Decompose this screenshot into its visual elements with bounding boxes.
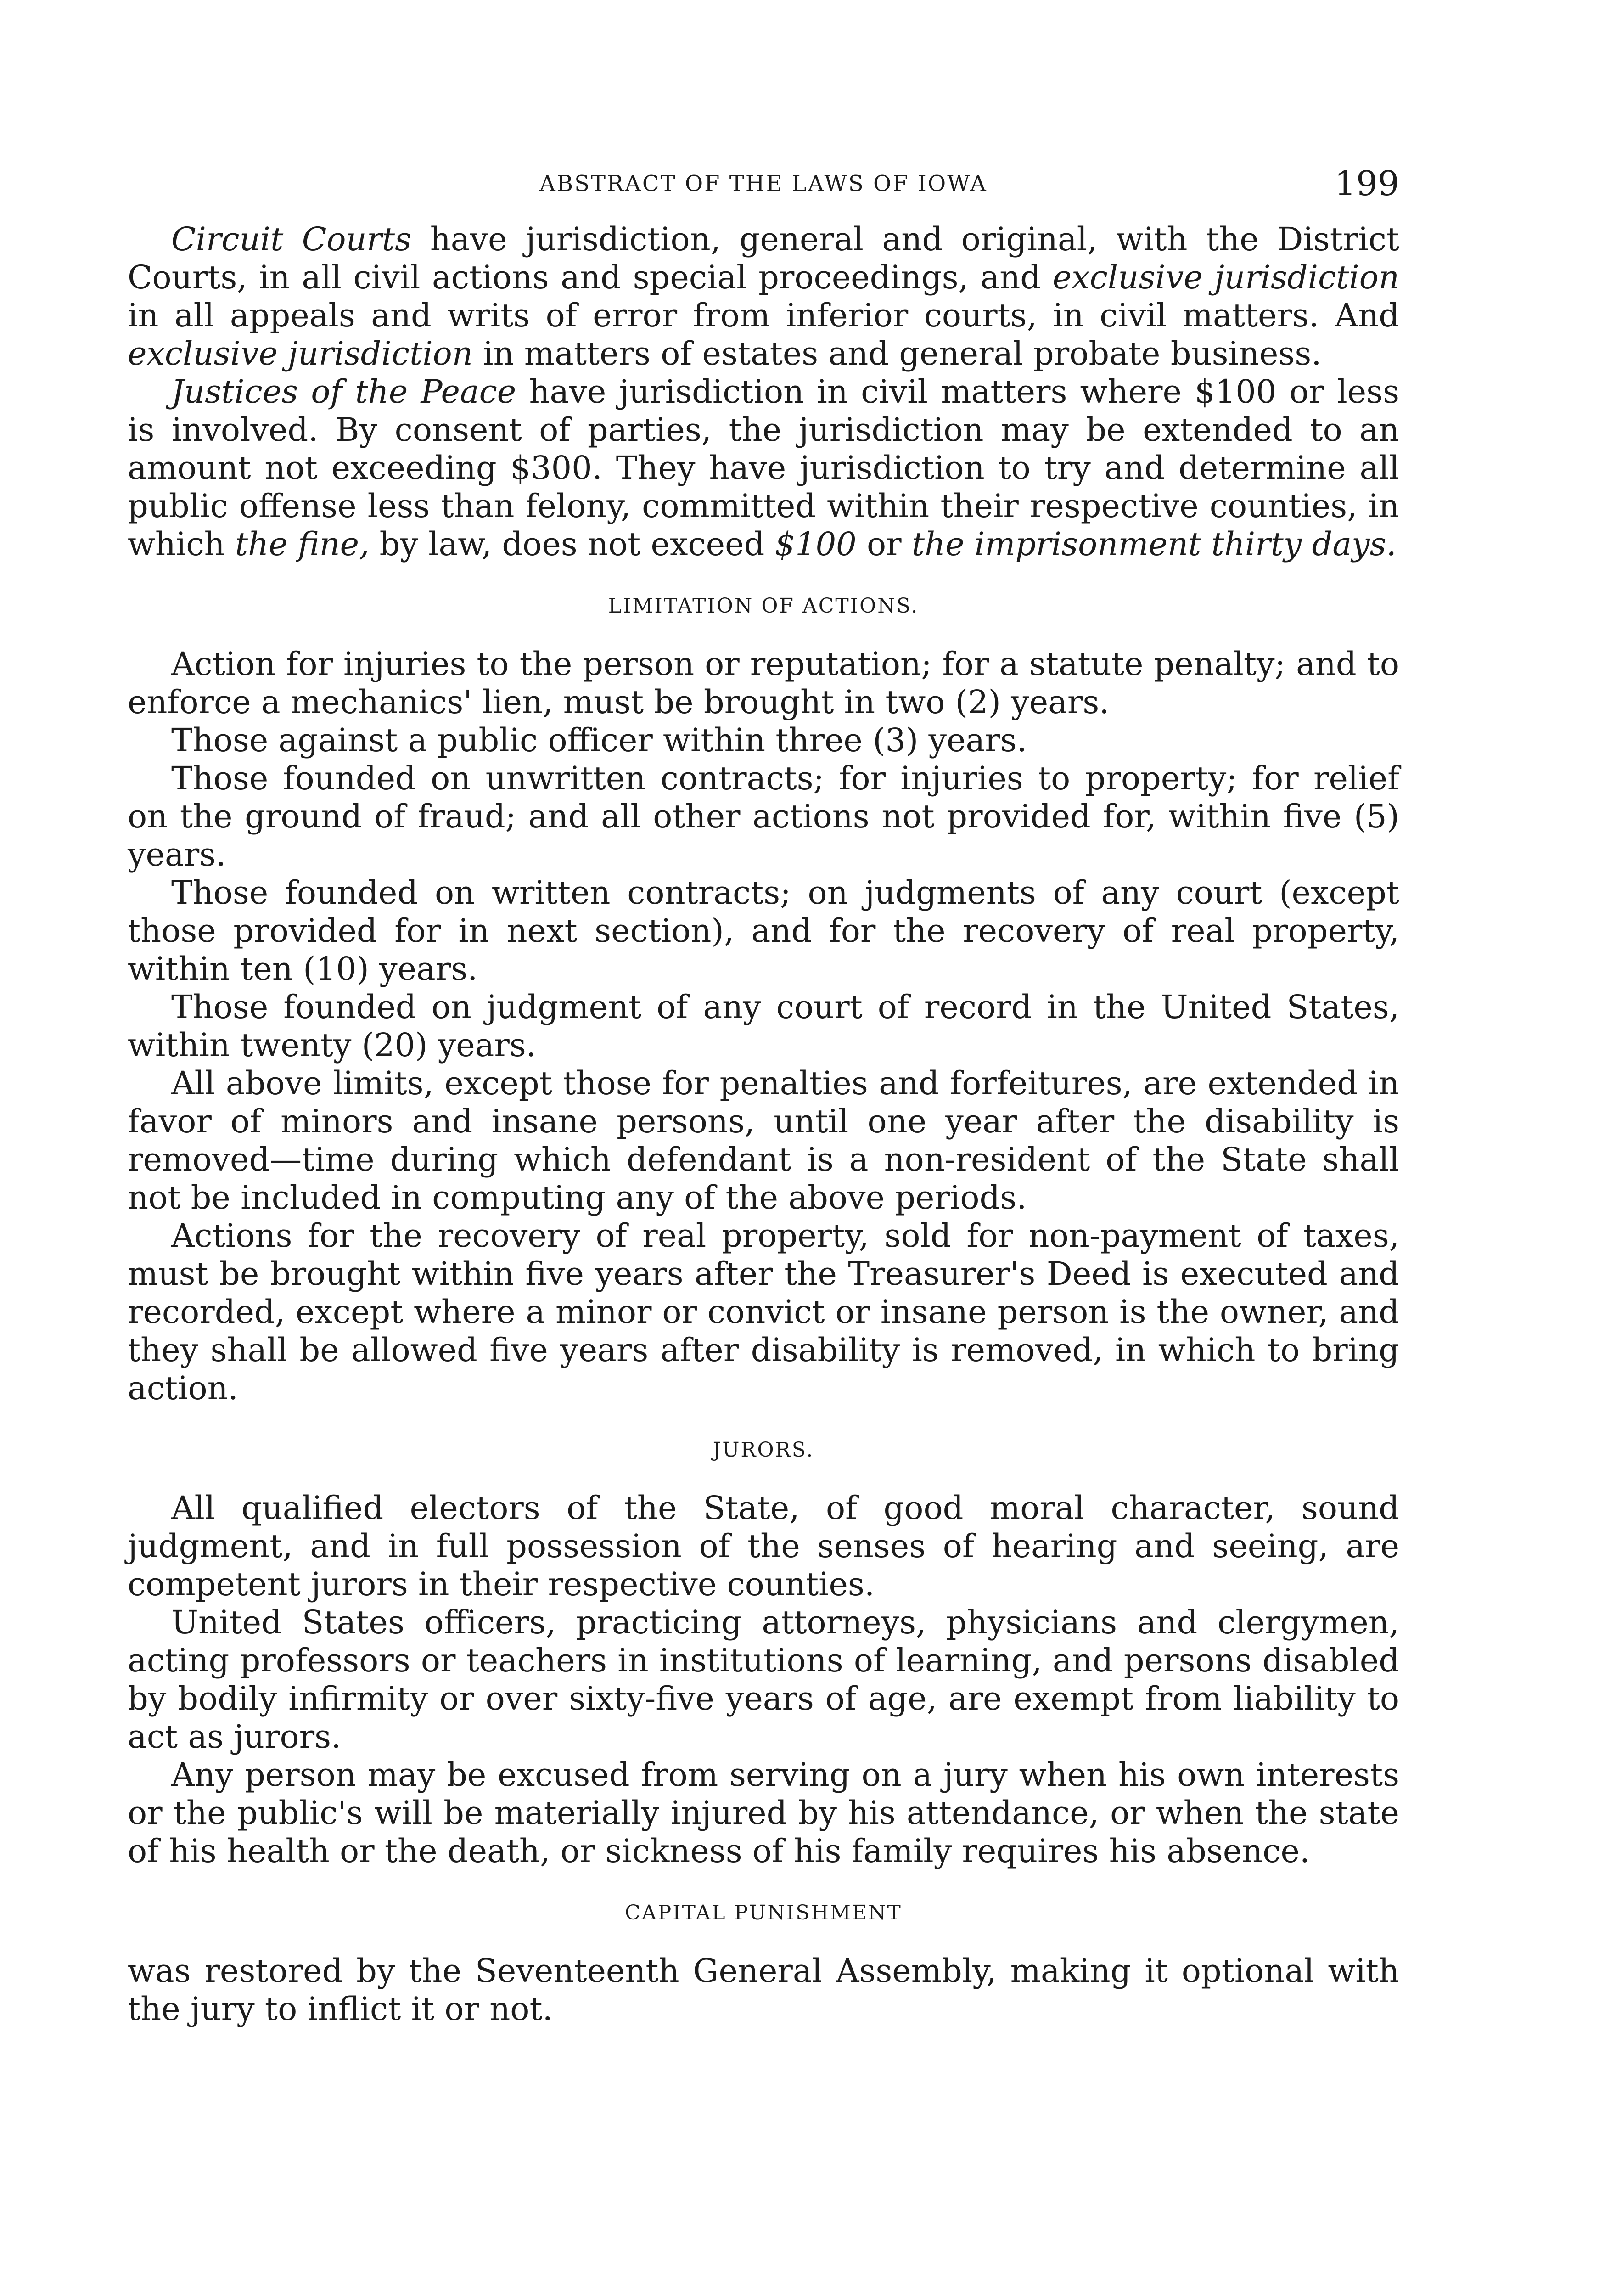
- page-number: 199: [1334, 164, 1399, 203]
- limitation-paragraph: All above limits, except those for penalties and forfeitures, are extended in favor of minors and insane persons, until one year after the disability is removed—time during which defendant is a non-resident of the State shall not be included in computing any of the above periods.: [128, 1064, 1399, 1216]
- jurors-section: [128, 1434, 1399, 1870]
- limitation-paragraph: Those founded on judgment of any court of record in the United States, within twenty (20) years.: [128, 988, 1399, 1064]
- jurors-paragraph: All qualified electors of the State, of good moral character, sound judgment, and in full possession of the senses of hearing and seeing, are competent jurors in their respective counties.: [128, 1489, 1399, 1603]
- limitation-section: [128, 590, 1399, 1407]
- limitation-paragraph: Those against a public officer within three (3) years.: [171, 721, 1027, 759]
- limitation-paragraph: Those founded on unwritten contracts; for injuries to property; for relief on the ground of fraud; and all other actions not provided for, within five (5) years.: [128, 760, 1399, 873]
- running-title: ABSTRACT OF THE LAWS OF IOWA: [539, 171, 988, 197]
- capital-punishment-heading: CAPITAL PUNISHMENT: [625, 1901, 902, 1925]
- jurors-paragraph: Any person may be excused from serving on a jury when his own interests or the public's will be materially injured by his attendance, or when the state of his health or the death, or sickness of his family requires his absence.: [128, 1756, 1399, 1870]
- term-fine-amount: $100: [774, 525, 857, 563]
- term-justices-of-the-peace: Justices of the Peace: [171, 373, 516, 411]
- circuit-courts-paragraph: Circuit Courts have jurisdiction, general and original, with the District Courts, in all civil actions and special proceedings, and exclusive jurisdiction in all appeals and writs of error from inferior courts, in civil matters. And exclusive jurisdiction in matters of estates and general probate business.: [128, 220, 1400, 372]
- limitation-paragraph: Actions for the recovery of real property, sold for non-payment of taxes, must be brought within five years after the Treasurer's Deed is executed and recorded, except where a minor or convict or insane person is the owner, and they shall be allowed five years after disability is removed, in which to bring action.: [128, 1217, 1399, 1407]
- justices-paragraph: Justices of the Peace have jurisdiction in civil matters where $100 or less is involved. By consent of parties, the jurisdiction may be extended to an amount not exceeding $300. They have jurisdiction to try and determine all public offense less than felony, committed within their respective counties, in which the fine, by law, does not exceed $100 or the imprisonment thirty days.: [128, 373, 1399, 563]
- limitation-paragraph: Those founded on written contracts; on judgments of any court (except those provided for in next section), and for the recovery of real property, within ten (10) years.: [128, 874, 1399, 988]
- limitation-paragraph: Action for injuries to the person or reputation; for a statute penalty; and to enforce a mechanics' lien, must be brought in two (2) years.: [128, 645, 1399, 721]
- page: [128, 156, 1399, 2028]
- courts-section: [128, 220, 1399, 563]
- capital-punishment-paragraph: was restored by the Seventeenth General Assembly, making it optional with the jury to inflict it or not.: [128, 1952, 1399, 2028]
- term-exclusive-jurisdiction: exclusive jurisdiction: [1052, 259, 1399, 296]
- running-head: [128, 156, 1399, 211]
- capital-punishment-section: [128, 1897, 1399, 2028]
- term-imprisonment: the imprisonment thirty days.: [911, 525, 1397, 563]
- jurors-heading: JURORS.: [713, 1438, 814, 1462]
- term-exclusive-jurisdiction-2: exclusive jurisdiction: [128, 335, 473, 372]
- term-circuit-courts: Circuit Courts: [171, 220, 412, 258]
- limitation-heading: LIMITATION OF ACTIONS.: [608, 594, 919, 618]
- jurors-paragraph: United States officers, practicing attorneys, physicians and clergymen, acting professors or teachers in institutions of learning, and persons disabled by bodily infirmity or over sixty-five years of age, are exempt from liability to act as jurors.: [128, 1604, 1399, 1756]
- term-the-fine: the fine,: [235, 525, 370, 563]
